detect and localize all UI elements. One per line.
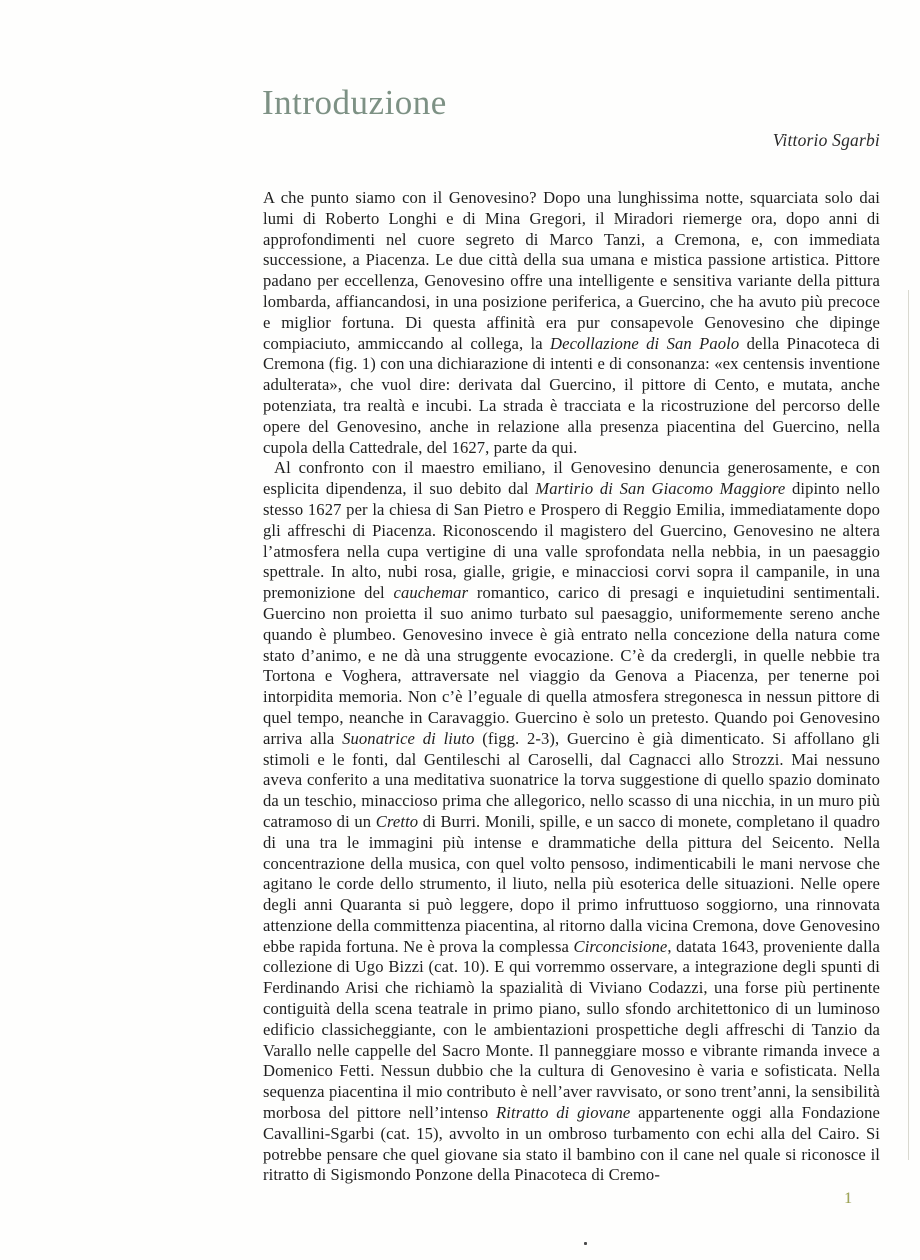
page-title: Introduzione bbox=[262, 83, 447, 123]
author-byline: Vittorio Sgarbi bbox=[772, 130, 880, 150]
paragraph: A che punto siamo con il Genovesino? Dopo una lunghissima notte, squarciata solo dai lumi di Roberto Longhi e di Mina Gregori, il Miradori riemerge ora, dopo anni di approfondimenti nel cuore segreto di Marco Tanzi, a Cremona, e, con immediata successione, a Piacenza. Le due città della sua umana e mistica passione artistica. Pittore padano per eccellenza, Genovesino offre una intelligente e sensitiva variante della pittura lombarda, affiancandosi, in una posizione periferica, a Guercino, che ha avuto più precoce e miglior fortuna. Di questa affinità era pur consapevole Genovesino che dipinge compiaciuto, ammiccando al collega, la Decollazione di San Paolo della Pinacoteca di Cremona (fig. 1) con una dichiarazione di intenti e di consonanza: «ex centensis inventione adulterata», che vuol dire: derivata dal Guercino, il pittore di Cento, e mutata, anche potenziata, tra realtà e incubi. La strada è tracciata e la ricostruzione del percorso delle opere del Genovesino, anche in relazione alla presenza piacentina del Guercino, nella cupola della Cattedrale, del 1627, parte da qui. bbox=[263, 188, 880, 457]
scan-artifact-speck bbox=[584, 1242, 587, 1245]
paragraph: Al confronto con il maestro emiliano, il Genovesino denuncia generosamente, e con esplicita dipendenza, il suo debito dal Martirio di San Giacomo Maggiore dipinto nello stesso 1627 per la chiesa di San Pietro e Prospero di Reggio Emilia, immediatamente dopo gli affreschi di Piacenza. Riconoscendo il magistero del Guercino, Genovesino ne altera l’atmosfera nella cupa vertigine di una valle sprofondata nella nebbia, in un paesaggio spettrale. In alto, nubi rosa, gialle, grigie, e minacciosi corvi sopra il campanile, in una premonizione del cauchemar romantico, carico di presagi e inquietudini sentimentali. Guercino non proietta il suo animo turbato sul paesaggio, uniformemente sereno anche quando è plumbeo. Genovesino invece è già entrato nella concezione della natura come stato d’animo, e ne dà una struggente evocazione. C’è da credergli, in quelle nebbie tra Tortona e Voghera, attraversate nel viaggio da Genova a Piacenza, per tenerne poi intorpidita memoria. Non c’è l’eguale di quella atmosfera stregonesca in nessun pittore di quel tempo, neanche in Caravaggio. Guercino è solo un pretesto. Quando poi Genovesino arriva alla Suonatrice di liuto (figg. 2-3), Guercino è già dimenticato. Si affollano gli stimoli e le fonti, dal Gentileschi al Caroselli, dal Cagnacci allo Strozzi. Mai nessuno aveva conferito a una meditativa suonatrice la torva suggestione di quello spazio dominato da un teschio, minaccioso prima che allegorico, nello scasso di una nicchia, in un muro più catramoso di un Cretto di Burri. Monili, spille, e un sacco di monete, completano il quadro di una tra le immagini più intense e drammatiche della pittura del Seicento. Nella concentrazione della musica, con quel volto pensoso, indimenticabili le mani nervose che agitano le corde dello strumento, il liuto, nella più esoterica delle situazioni. Nelle opere degli anni Quaranta si può leggere, dopo il primo infruttuoso soggiorno, una rinnovata attenzione della committenza piacentina, al ritorno dalla vicina Cremona, dove Genovesino ebbe rapida fortuna. Ne è prova la complessa Circoncisione, datata 1643, proveniente dalla collezione di Ugo Bizzi (cat. 10). E qui vorremmo osservare, a integrazione degli spunti di Ferdinando Arisi che richiamò la spazialità di Viviano Codazzi, una forse più pertinente contiguità della scena teatrale in primo piano, sullo sfondo architettonico di un luminoso edificio classicheggiante, con le ambientazioni prospettiche degli affreschi di Tanzio da Varallo nelle cappelle del Sacro Monte. Il panneggiare mosso e vibrante rimanda invece a Domenico Fetti. Nessun dubbio che la cultura di Genovesino è varia e sofisticata. Nella sequenza piacentina il mio contributo è nell’aver ravvisato, or sono trent’anni, la sensibilità morbosa del pittore nell’intenso Ritratto di giovane appartenente oggi alla Fondazione Cavallini-Sgarbi (cat. 15), avvolto in un ombroso turbamento con echi alla del Cairo. Si potrebbe pensare che quel giovane sia stato il bambino con il cane nel quale si riconosce il ritratto di Sigismondo Ponzone della Pinacoteca di Cremo- bbox=[263, 458, 881, 1185]
body-text bbox=[263, 188, 880, 1186]
page-number: 1 bbox=[844, 1190, 852, 1207]
scan-artifact-line bbox=[908, 290, 909, 1160]
